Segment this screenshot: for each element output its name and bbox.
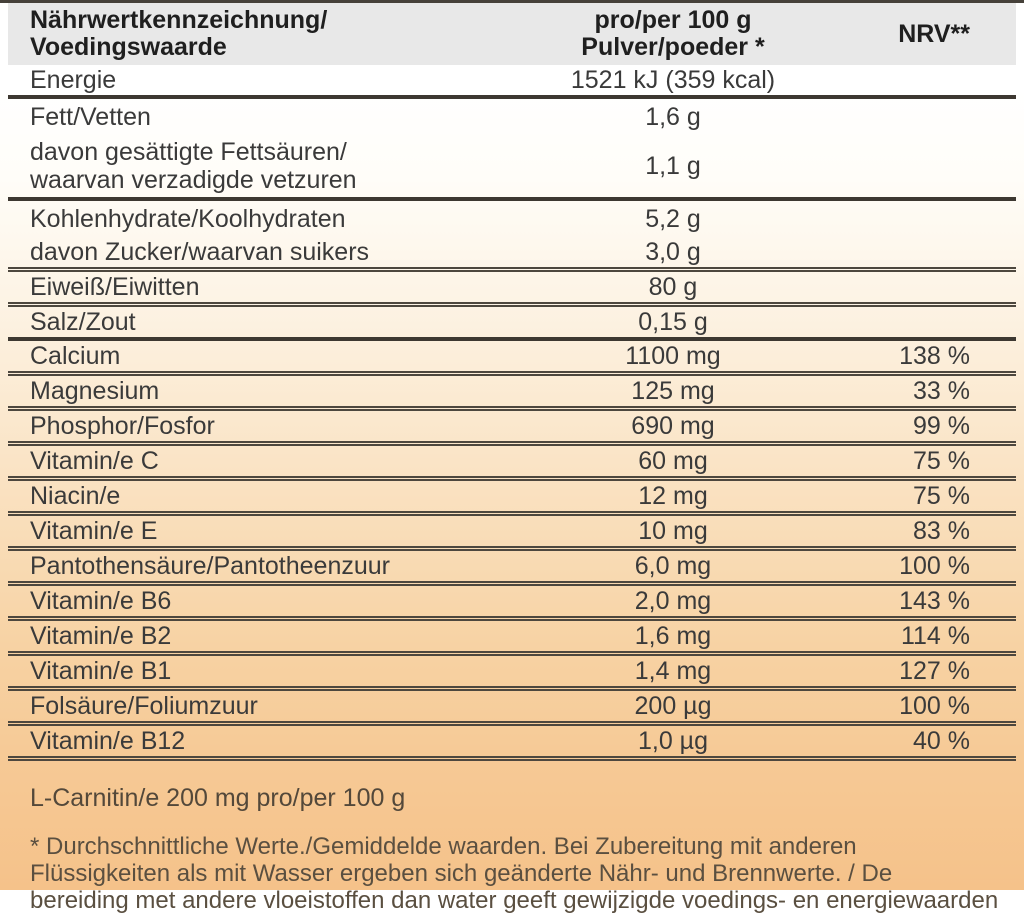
header-amount-line2: Pulver/poeder * — [581, 33, 765, 61]
header-nutrient-line2: Voedingswaarde — [30, 33, 227, 61]
row-divider — [8, 756, 1016, 761]
amount-cell: 60 mg — [638, 446, 708, 475]
nutrient-name: Kohlenhydrate/Koolhydraten — [30, 205, 346, 233]
header-nutrient-line1: Nährwertkennzeichnung/ — [30, 6, 328, 34]
nutrient-name-cell — [8, 517, 458, 545]
nutrient-name: Vitamin/e B1 — [30, 657, 172, 685]
amount-cell: 10 mg — [638, 516, 708, 545]
nrv-cell: 100 % — [899, 551, 970, 580]
nutrient-name: Phosphor/Fosfor — [30, 412, 215, 440]
table-row — [8, 551, 1016, 581]
nrv-cell: 40 % — [913, 726, 970, 755]
nutrient-name-cell — [8, 412, 458, 440]
nutrient-name: davon Zucker/waarvan suikers — [30, 238, 370, 266]
nrv-cell: 114 % — [900, 621, 970, 650]
nrv-cell: 143 % — [899, 586, 970, 615]
table-row — [8, 341, 1016, 371]
nrv-cell: 127 % — [899, 656, 970, 685]
table-row — [8, 446, 1016, 476]
table-row — [8, 621, 1016, 651]
nutrient-name-cell — [8, 138, 458, 194]
nutrition-table — [8, 3, 1016, 761]
nutrient-name-cell — [8, 552, 458, 580]
table-row — [8, 376, 1016, 406]
amount-cell: 1,6 g — [645, 102, 701, 131]
footnote-line1: * Durchschnittliche Werte./Gemiddelde waarden. Bei Zubereitung mit anderen — [30, 833, 857, 860]
amount-cell: 1,6 mg — [634, 621, 712, 650]
nutrient-name-cell — [8, 342, 458, 370]
amount-cell: 1521 kJ (359 kcal) — [570, 65, 776, 94]
nutrient-name-cell — [8, 587, 458, 615]
nrv-cell: 138 % — [899, 341, 970, 370]
nrv-cell: 75 % — [913, 446, 970, 475]
nutrient-name-cell — [8, 622, 458, 650]
nutrient-name: Magnesium — [30, 377, 160, 405]
nutrient-name-cell — [8, 205, 458, 233]
amount-cell: 200 µg — [634, 691, 712, 720]
header-amount-column — [458, 7, 888, 61]
nutrient-name: Energie — [30, 66, 117, 94]
amount-cell: 2,0 mg — [634, 586, 712, 615]
nrv-cell: 99 % — [913, 411, 970, 440]
amount-cell: 3,0 g — [645, 237, 701, 266]
amount-cell: 12 mg — [638, 481, 708, 510]
nrv-cell: 83 % — [913, 516, 970, 545]
table-row — [8, 411, 1016, 441]
nutrient-name: Fett/Vetten — [30, 103, 151, 131]
nutrient-name: Folsäure/Foliumzuur — [30, 692, 258, 720]
table-row — [8, 516, 1016, 546]
table-row — [8, 726, 1016, 756]
nrv-cell: 100 % — [899, 691, 970, 720]
header-nrv-column: NRV** — [898, 19, 970, 48]
nrv-cell: 33 % — [913, 376, 970, 405]
nutrient-name: Pantothensäure/Pantotheenzuur — [30, 552, 390, 580]
nutrient-name: Vitamin/e E — [30, 517, 158, 545]
amount-cell: 80 g — [648, 272, 698, 301]
nutrient-name-cell — [8, 377, 458, 405]
table-row — [8, 99, 1016, 135]
table-row — [8, 135, 1016, 197]
table-row — [8, 237, 1016, 267]
amount-cell: 0,15 g — [638, 307, 708, 336]
nutrient-name: davon gesättigte Fettsäuren/ — [30, 138, 347, 166]
amount-cell: 1,4 mg — [634, 656, 712, 685]
nutrient-name-cell — [8, 657, 458, 685]
nutrient-name-translation: waarvan verzadigde vetzuren — [30, 166, 357, 194]
nutrient-name: Vitamin/e B6 — [30, 587, 172, 615]
nutrient-name-cell — [8, 727, 458, 755]
header-nutrient-column — [8, 7, 458, 61]
nutrient-name: Vitamin/e B12 — [30, 727, 186, 755]
table-row — [8, 481, 1016, 511]
table-row — [8, 272, 1016, 302]
nutrient-name-cell — [8, 692, 458, 720]
amount-cell: 6,0 mg — [634, 551, 712, 580]
table-body — [8, 65, 1016, 761]
table-row — [8, 201, 1016, 237]
table-row — [8, 307, 1016, 337]
nutrient-name-cell — [8, 66, 458, 94]
table-row — [8, 691, 1016, 721]
nutrient-name: Vitamin/e C — [30, 447, 159, 475]
amount-cell: 1100 mg — [625, 341, 721, 370]
amount-cell: 125 mg — [631, 376, 715, 405]
amount-cell: 1,1 g — [645, 151, 701, 180]
nutrient-name: Salz/Zout — [30, 308, 136, 336]
amount-cell: 1,0 µg — [637, 726, 708, 755]
nrv-cell: 75 % — [913, 481, 970, 510]
header-amount-line1: pro/per 100 g — [594, 6, 752, 34]
footnote-line2: Flüssigkeiten als mit Wasser ergeben sich geänderte Nähr- und Brennwerte. / De — [30, 860, 893, 887]
nutrient-name: Eiweiß/Eiwitten — [30, 273, 200, 301]
nutrient-name-cell — [8, 238, 458, 266]
table-header-row — [8, 3, 1016, 65]
amount-cell: 690 mg — [631, 411, 715, 440]
nutrient-name-cell — [8, 447, 458, 475]
nutrient-name-cell — [8, 273, 458, 301]
amount-cell: 5,2 g — [645, 204, 701, 233]
nutrient-name: Vitamin/e B2 — [30, 622, 172, 650]
l-carnitine-note: L-Carnitin/e 200 mg pro/per 100 g — [30, 784, 406, 812]
nutrient-name-cell — [8, 308, 458, 336]
nutrient-name-cell — [8, 482, 458, 510]
nutrient-name-cell — [8, 103, 458, 131]
nutrient-name: Calcium — [30, 342, 121, 370]
nutrient-name: Niacin/e — [30, 482, 121, 510]
footnote — [30, 833, 1016, 914]
table-row — [8, 656, 1016, 686]
table-row — [8, 65, 1016, 95]
footnote-line3-partial: bereiding met andere vloeistoffen dan water geeft gewijzigde voedings- en energiewaarden — [30, 887, 999, 914]
table-row — [8, 586, 1016, 616]
